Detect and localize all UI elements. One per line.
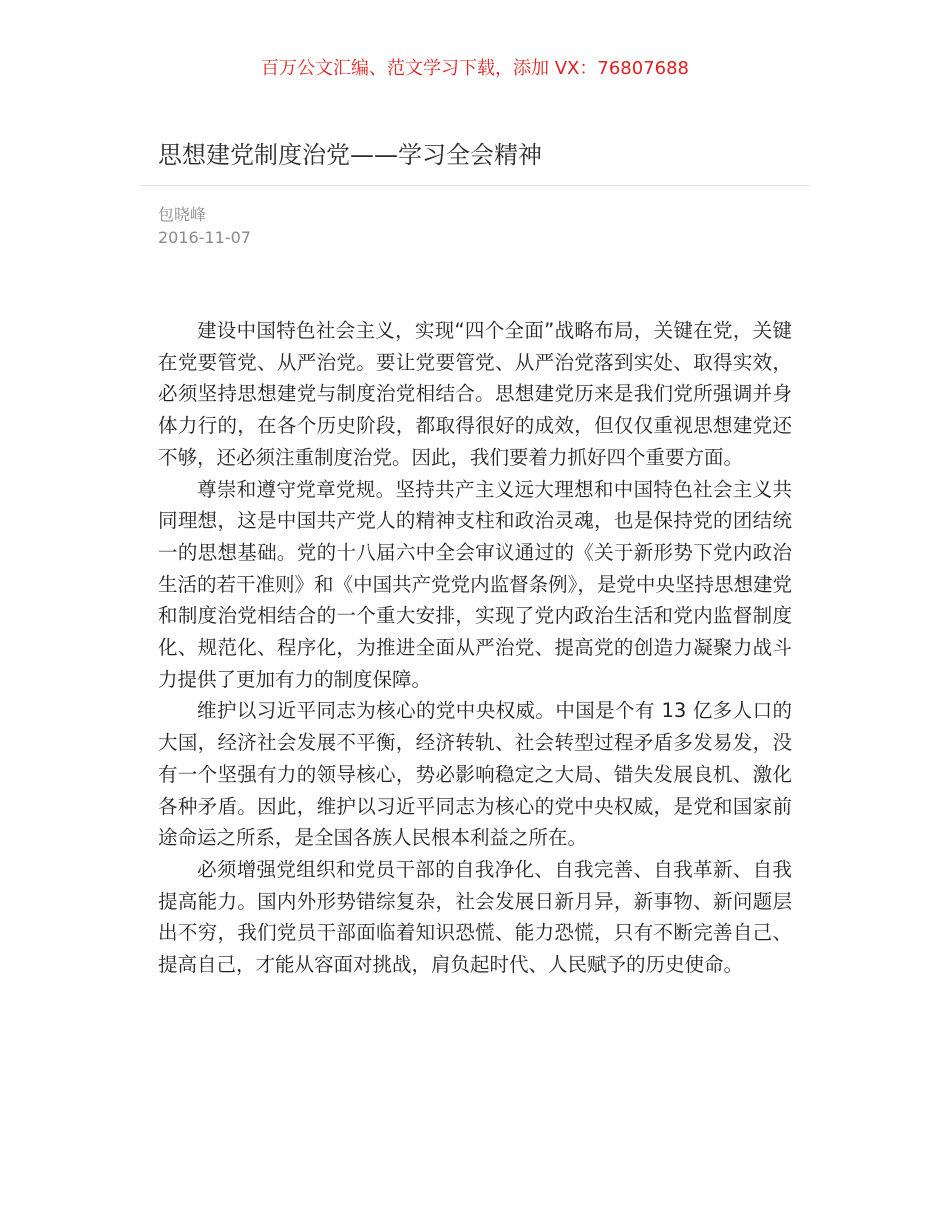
article-date: 2016-11-07 <box>158 228 251 247</box>
article-author: 包晓峰 <box>158 205 207 224</box>
title-divider <box>140 185 810 186</box>
article-paragraph: 建设中国特色社会主义，实现“四个全面”战略布局，关键在党，关键在党要管党、从严治党。要让党要管党、从严治党落到实处、取得实效，必须坚持思想建党与制度治党相结合。思想建党历来是我们党所强调并身体力行的，在各个历史阶段，都取得很好的成效，但仅仅重视思想建党还不够，还必须注重制度治党。因此，我们要着力抓好四个重要方面。 <box>158 319 792 469</box>
article-body <box>158 315 792 981</box>
article-paragraph: 维护以习近平同志为核心的党中央权威。中国是个有 13 亿多人口的大国，经济社会发展不平衡，经济转轨、社会转型过程矛盾多发易发，没有一个坚强有力的领导核心，势必影响稳定之大局、错失发展良机、激化各种矛盾。因此，维护以习近平同志为核心的党中央权威，是党和国家前途命运之所系，是全国各族人民根本利益之所在。 <box>158 699 792 850</box>
article-title: 思想建党制度治党——学习全会精神 <box>158 141 542 169</box>
article-paragraph: 尊崇和遵守党章党规。坚持共产主义远大理想和中国特色社会主义共同理想，这是中国共产党人的精神支柱和政治灵魂，也是保持党的团结统一的思想基础。党的十八届六中全会审议通过的《关于新形势下党内政治生活的若干准则》和《中国共产党党内监督条例》，是党中央坚持思想建党和制度治党相结合的一个重大安排，实现了党内政治生活和党内监督制度化、规范化、程序化，为推进全面从严治党、提高党的创造力凝聚力战斗力提供了更加有力的制度保障。 <box>158 477 792 691</box>
promo-banner: 百万公文汇编、范文学习下载，添加 VX：76807688 <box>261 58 689 79</box>
article-paragraph: 必须增强党组织和党员干部的自我净化、自我完善、自我革新、自我提高能力。国内外形势错综复杂，社会发展日新月异，新事物、新问题层出不穷，我们党员干部面临着知识恐慌、能力恐慌，只有不断完善自己、提高自己，才能从容面对挑战，肩负起时代、人民赋予的历史使命。 <box>158 857 792 977</box>
